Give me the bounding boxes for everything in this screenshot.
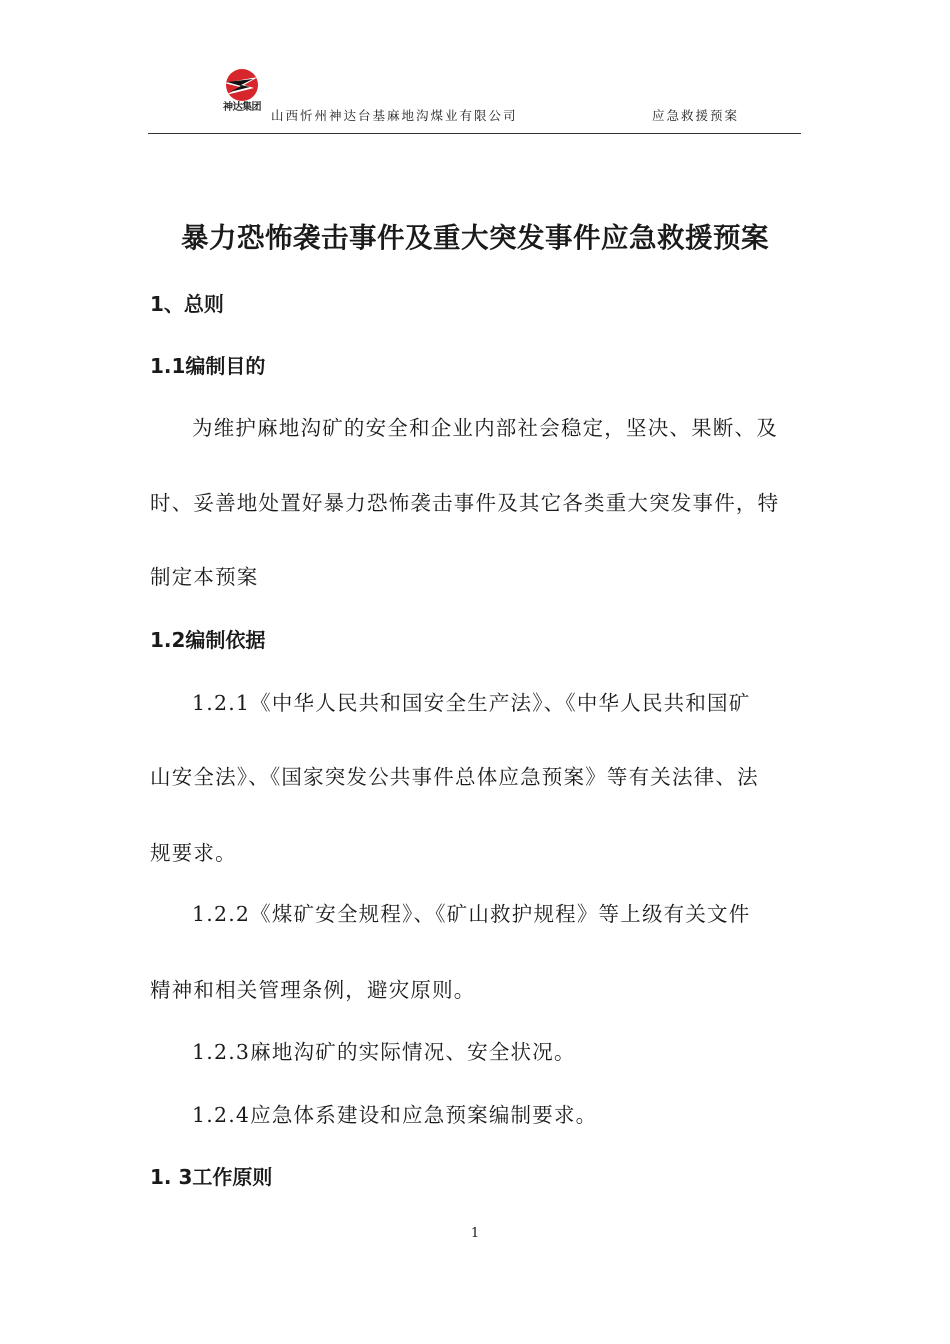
section-heading-purpose: 1.1编制目的 bbox=[150, 354, 266, 378]
page-number: 1 bbox=[470, 1226, 480, 1241]
paragraph-line: 时、妥善地处置好暴力恐怖袭击事件及其它各类重大突发事件，特 bbox=[150, 491, 780, 515]
logo-text: 神达集团 bbox=[223, 102, 261, 113]
paragraph-line: 规要求。 bbox=[150, 841, 237, 865]
paragraph-line: 1.2.2《煤矿安全规程》、《矿山救护规程》等上级有关文件 bbox=[192, 902, 751, 926]
header-doc-type: 应急救援预案 bbox=[652, 108, 740, 123]
page-title: 暴力恐怖袭击事件及重大突发事件应急救援预案 bbox=[181, 222, 769, 254]
header-divider bbox=[148, 133, 801, 134]
paragraph-line: 精神和相关管理条例，避灾原则。 bbox=[150, 978, 476, 1002]
section-heading-general: 1、总则 bbox=[150, 292, 224, 316]
section-heading-principles: 1. 3工作原则 bbox=[150, 1165, 273, 1189]
paragraph-line: 1.2.1《中华人民共和国安全生产法》、《中华人民共和国矿 bbox=[192, 691, 751, 715]
section-heading-basis: 1.2编制依据 bbox=[150, 628, 266, 652]
paragraph-line: 制定本预案 bbox=[150, 565, 259, 589]
header-company-name: 山西忻州神达台基麻地沟煤业有限公司 bbox=[271, 108, 518, 123]
paragraph-line: 山安全法》、《国家突发公共事件总体应急预案》等有关法律、法 bbox=[150, 765, 759, 789]
paragraph-line: 为维护麻地沟矿的安全和企业内部社会稳定，坚决、果断、及 bbox=[192, 416, 778, 440]
paragraph-line: 1.2.4应急体系建设和应急预案编制要求。 bbox=[192, 1103, 598, 1127]
logo-emblem-icon bbox=[214, 68, 270, 104]
paragraph-line: 1.2.3麻地沟矿的实际情况、安全状况。 bbox=[192, 1040, 576, 1064]
company-logo bbox=[214, 68, 270, 118]
